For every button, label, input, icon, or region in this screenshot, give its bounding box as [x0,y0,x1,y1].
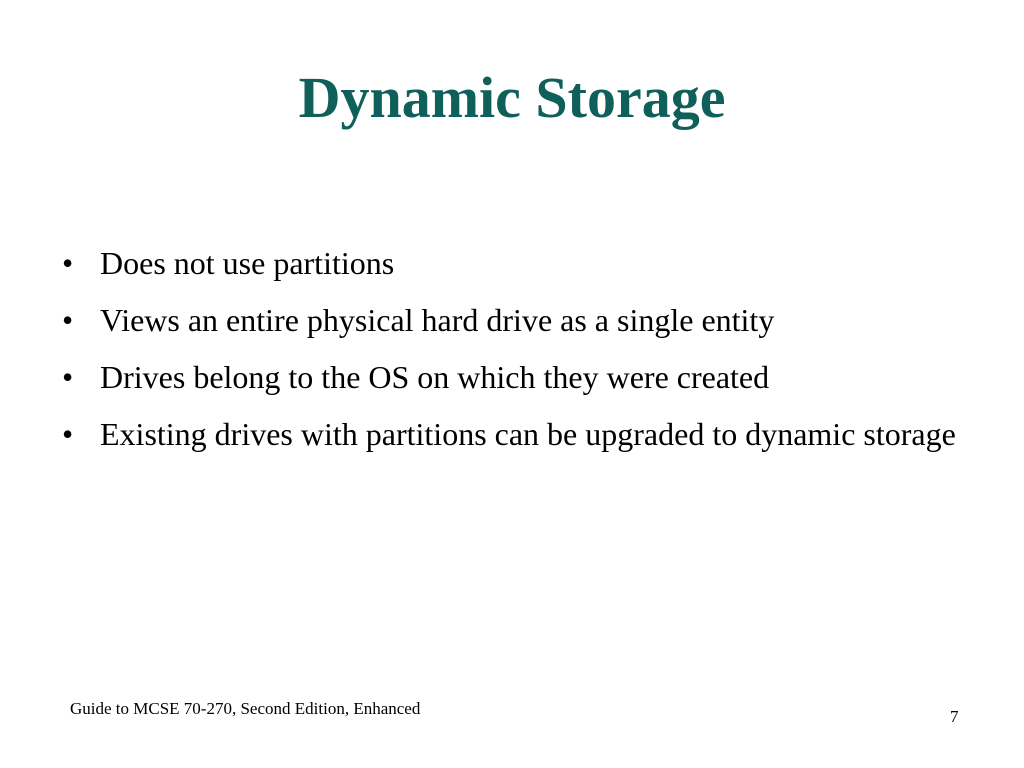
bullet-marker: • [62,245,74,281]
bullet-marker: • [62,416,74,452]
bullet-item [62,245,962,282]
footer-text: Guide to MCSE 70-270, Second Edition, Enhanced [70,699,421,718]
bullet-text: Views an entire physical hard drive as a single entity [100,302,775,338]
slide-title: Dynamic Storage [298,65,726,130]
bullet-item [62,359,962,396]
bullet-item [62,416,962,453]
bullet-text: Drives belong to the OS on which they were created [100,359,770,395]
bullet-item [62,302,962,339]
page-number: 7 [950,707,959,726]
bullet-marker: • [62,359,74,395]
bullet-text: Does not use partitions [100,245,395,281]
bullet-list [62,245,962,473]
bullet-marker: • [62,302,74,338]
bullet-text: Existing drives with partitions can be upgraded to dynamic storage [100,416,956,452]
